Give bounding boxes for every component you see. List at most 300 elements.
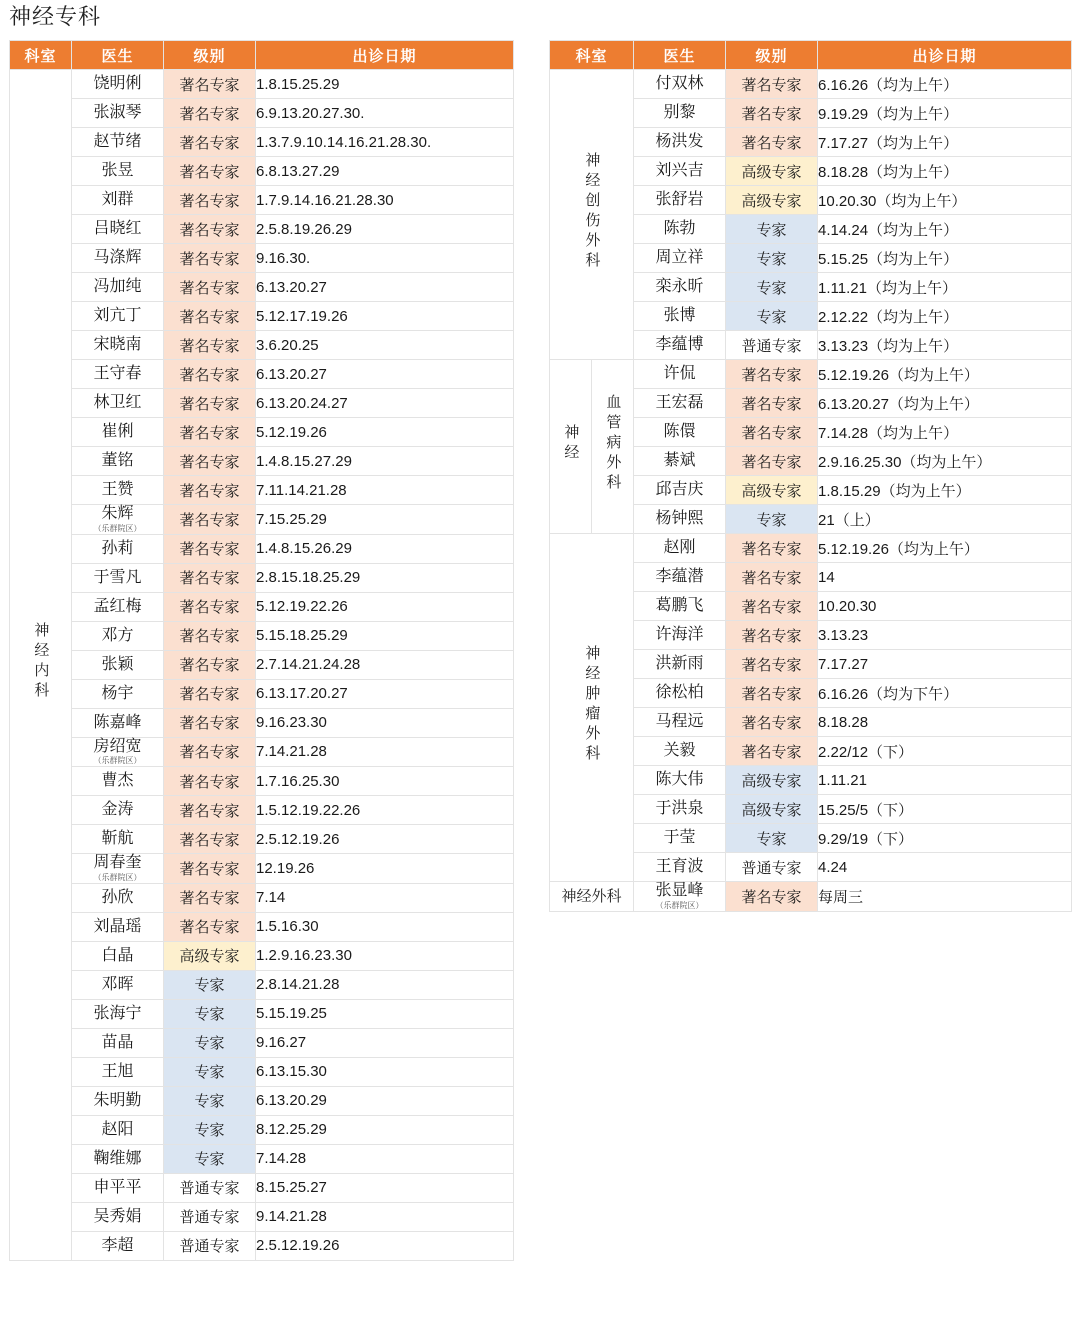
doctor-level-cell: 专家 xyxy=(164,999,256,1028)
doctor-name: 房绍宽 xyxy=(93,737,142,755)
doctor-name: 白晶 xyxy=(101,946,134,964)
doctor-level-cell: 著名专家 xyxy=(726,70,818,99)
doctor-name-cell xyxy=(72,679,164,708)
doctor-level-cell: 专家 xyxy=(726,273,818,302)
doctor-name-cell xyxy=(72,737,164,767)
doctor-name: 邓方 xyxy=(101,626,134,644)
visit-date-cell: 7.11.14.21.28 xyxy=(256,476,514,505)
doctor-level-cell: 高级专家 xyxy=(726,795,818,824)
table-row xyxy=(10,970,514,999)
doctor-level-cell: 普通专家 xyxy=(164,1202,256,1231)
visit-date-cell: 6.13.15.30 xyxy=(256,1057,514,1086)
doctor-name: 邱吉庆 xyxy=(655,481,704,499)
department-cell xyxy=(550,534,634,882)
doctor-name-cell xyxy=(72,621,164,650)
doctor-name-cell xyxy=(72,767,164,796)
visit-date-cell: 2.8.15.18.25.29 xyxy=(256,563,514,592)
doctor-name-cell xyxy=(634,157,726,186)
col-header-date: 出诊日期 xyxy=(818,41,1072,70)
doctor-level-cell: 普通专家 xyxy=(164,1173,256,1202)
doctor-name: 孙莉 xyxy=(101,539,134,557)
doctor-name: 刘晶瑶 xyxy=(93,917,142,935)
doctor-level-cell: 著名专家 xyxy=(164,534,256,563)
doctor-name-cell xyxy=(634,795,726,824)
table-row xyxy=(10,1115,514,1144)
table-row xyxy=(550,534,1072,563)
doctor-level-cell: 著名专家 xyxy=(164,273,256,302)
doctor-name: 于雪凡 xyxy=(93,568,142,586)
visit-date-cell: 3.6.20.25 xyxy=(256,331,514,360)
doctor-name: 邓晖 xyxy=(101,975,134,993)
table-row xyxy=(10,273,514,302)
table-row xyxy=(10,1028,514,1057)
doctor-name-cell xyxy=(72,505,164,535)
doctor-name-cell xyxy=(634,505,726,534)
doctor-name-cell xyxy=(72,1115,164,1144)
doctor-name-cell xyxy=(634,563,726,592)
visit-date-cell: 9.16.23.30 xyxy=(256,708,514,737)
table-header-row xyxy=(550,41,1072,70)
doctor-name-cell xyxy=(72,186,164,215)
table-row xyxy=(550,360,1072,389)
doctor-level-cell: 专家 xyxy=(164,1028,256,1057)
visit-date-cell: 1.4.8.15.26.29 xyxy=(256,534,514,563)
page-title: 神经专科 xyxy=(9,4,102,29)
table-row xyxy=(10,563,514,592)
visit-date-cell: 5.12.19.22.26 xyxy=(256,592,514,621)
doctor-branch-note: （乐群院区） xyxy=(655,900,704,910)
doctor-level-cell: 著名专家 xyxy=(164,679,256,708)
visit-date-cell: 15.25/5（下） xyxy=(818,795,1072,824)
table-row xyxy=(10,1231,514,1260)
visit-date-cell: 5.12.19.26（均为上午） xyxy=(818,534,1072,563)
doctor-level-cell: 著名专家 xyxy=(164,244,256,273)
doctor-name-cell xyxy=(634,244,726,273)
col-header-date: 出诊日期 xyxy=(256,41,514,70)
visit-date-cell: 8.18.28（均为上午） xyxy=(818,157,1072,186)
doctor-name-cell xyxy=(634,853,726,882)
doctor-level-cell: 高级专家 xyxy=(726,157,818,186)
visit-date-cell: 1.8.15.29（均为上午） xyxy=(818,476,1072,505)
doctor-name: 刘群 xyxy=(101,191,134,209)
table-row xyxy=(10,883,514,912)
table-row xyxy=(10,796,514,825)
doctor-level-cell: 著名专家 xyxy=(164,592,256,621)
doctor-name-cell xyxy=(634,708,726,737)
col-header-level: 级别 xyxy=(726,41,818,70)
table-row xyxy=(10,70,514,99)
table-row xyxy=(550,70,1072,99)
doctor-name-cell xyxy=(72,244,164,273)
doctor-name: 王宏磊 xyxy=(655,394,704,412)
doctor-name: 别黎 xyxy=(663,104,696,122)
doctor-name: 吴秀娟 xyxy=(93,1207,142,1225)
doctor-level-cell: 专家 xyxy=(726,244,818,273)
doctor-name-cell xyxy=(72,912,164,941)
visit-date-cell: 7.14.21.28 xyxy=(256,737,514,767)
doctor-name: 葛鹏飞 xyxy=(655,597,704,615)
doctor-level-cell: 著名专家 xyxy=(164,302,256,331)
visit-date-cell: 7.14.28（均为上午） xyxy=(818,418,1072,447)
visit-date-cell: 2.9.16.25.30（均为上午） xyxy=(818,447,1072,476)
doctor-name: 朱辉 xyxy=(101,505,134,522)
doctor-name-cell xyxy=(72,273,164,302)
doctor-level-cell: 著名专家 xyxy=(726,621,818,650)
doctor-name-cell xyxy=(72,99,164,128)
doctor-name-cell xyxy=(72,941,164,970)
doctor-name: 付双林 xyxy=(655,75,704,93)
table-row xyxy=(10,679,514,708)
table-row xyxy=(10,360,514,389)
doctor-level-cell: 著名专家 xyxy=(164,912,256,941)
visit-date-cell: 7.14 xyxy=(256,883,514,912)
table-row xyxy=(10,331,514,360)
doctor-name: 金涛 xyxy=(101,801,134,819)
doctor-level-cell: 著名专家 xyxy=(164,70,256,99)
doctor-level-cell: 著名专家 xyxy=(726,737,818,766)
doctor-name: 李蕴博 xyxy=(655,336,704,354)
visit-date-cell: 6.13.20.27 xyxy=(256,360,514,389)
table-row xyxy=(10,621,514,650)
doctor-name-cell xyxy=(72,418,164,447)
doctor-name: 孙欣 xyxy=(101,888,134,906)
visit-date-cell: 7.14.28 xyxy=(256,1144,514,1173)
doctor-name-cell xyxy=(72,708,164,737)
visit-date-cell: 9.14.21.28 xyxy=(256,1202,514,1231)
doctor-level-cell: 著名专家 xyxy=(164,825,256,854)
table-row xyxy=(10,244,514,273)
doctor-level-cell: 著名专家 xyxy=(164,360,256,389)
doctor-name: 赵刚 xyxy=(663,539,696,557)
doctor-level-cell: 著名专家 xyxy=(726,679,818,708)
table-row xyxy=(10,737,514,767)
doctor-level-cell: 著名专家 xyxy=(164,389,256,418)
doctor-name: 崔俐 xyxy=(101,423,134,441)
doctor-name: 王育波 xyxy=(655,858,704,876)
doctor-level-cell: 著名专家 xyxy=(164,854,256,884)
doctor-name-cell xyxy=(634,273,726,302)
doctor-name: 徐松柏 xyxy=(655,684,704,702)
table-row xyxy=(10,186,514,215)
visit-date-cell: 5.12.19.26 xyxy=(256,418,514,447)
doctor-name: 马程远 xyxy=(655,713,704,731)
doctor-name-cell xyxy=(634,621,726,650)
doctor-name-cell xyxy=(634,679,726,708)
doctor-level-cell: 著名专家 xyxy=(164,128,256,157)
doctor-name-cell xyxy=(72,1231,164,1260)
department-label-part1: 神经 xyxy=(562,423,580,464)
doctor-level-cell: 普通专家 xyxy=(164,1231,256,1260)
doctor-level-cell: 著名专家 xyxy=(726,418,818,447)
doctor-name-cell xyxy=(72,1028,164,1057)
doctor-name-cell xyxy=(72,215,164,244)
doctor-name: 马涤辉 xyxy=(93,249,142,267)
doctor-name-cell xyxy=(634,128,726,157)
doctor-level-cell: 专家 xyxy=(726,215,818,244)
visit-date-cell: 6.9.13.20.27.30. xyxy=(256,99,514,128)
table-row xyxy=(10,912,514,941)
visit-date-cell: 5.15.18.25.29 xyxy=(256,621,514,650)
doctor-name: 张博 xyxy=(663,307,696,325)
table-row xyxy=(10,650,514,679)
doctor-name-cell xyxy=(634,882,726,912)
visit-date-cell: 1.5.12.19.22.26 xyxy=(256,796,514,825)
doctor-name: 李蕴潜 xyxy=(655,568,704,586)
table-row xyxy=(10,157,514,186)
doctor-level-cell: 著名专家 xyxy=(726,99,818,128)
doctor-name: 张舒岩 xyxy=(655,191,704,209)
visit-date-cell: 21（上） xyxy=(818,505,1072,534)
visit-date-cell: 1.3.7.9.10.14.16.21.28.30. xyxy=(256,128,514,157)
doctor-name-cell xyxy=(634,476,726,505)
doctor-level-cell: 著名专家 xyxy=(164,621,256,650)
doctor-level-cell: 著名专家 xyxy=(164,215,256,244)
doctor-name: 申平平 xyxy=(93,1178,142,1196)
department-cell-part1 xyxy=(550,360,592,534)
doctor-level-cell: 高级专家 xyxy=(726,766,818,795)
visit-date-cell: 10.20.30（均为上午） xyxy=(818,186,1072,215)
neurology-internal-schedule-table xyxy=(9,40,514,1261)
doctor-name: 王旭 xyxy=(101,1062,134,1080)
visit-date-cell: 2.12.22（均为上午） xyxy=(818,302,1072,331)
doctor-name: 张昱 xyxy=(101,162,134,180)
table-row xyxy=(10,999,514,1028)
visit-date-cell: 1.8.15.25.29 xyxy=(256,70,514,99)
visit-date-cell: 1.2.9.16.23.30 xyxy=(256,941,514,970)
doctor-name: 林卫红 xyxy=(93,394,142,412)
col-header-doctor: 医生 xyxy=(72,41,164,70)
doctor-level-cell: 高级专家 xyxy=(726,186,818,215)
doctor-name-cell xyxy=(634,418,726,447)
col-header-dept: 科室 xyxy=(550,41,634,70)
doctor-level-cell: 著名专家 xyxy=(726,389,818,418)
doctor-name: 董铭 xyxy=(101,452,134,470)
doctor-name-cell xyxy=(72,1144,164,1173)
visit-date-cell: 8.12.25.29 xyxy=(256,1115,514,1144)
doctor-level-cell: 著名专家 xyxy=(726,650,818,679)
doctor-name-cell xyxy=(634,99,726,128)
visit-date-cell: 4.24 xyxy=(818,853,1072,882)
doctor-name: 鞠维娜 xyxy=(93,1149,142,1167)
table-row xyxy=(10,1057,514,1086)
doctor-name-cell xyxy=(72,650,164,679)
visit-date-cell: 2.5.12.19.26 xyxy=(256,1231,514,1260)
doctor-name: 刘兴吉 xyxy=(655,162,704,180)
doctor-name-cell xyxy=(72,1173,164,1202)
doctor-name-cell xyxy=(72,1086,164,1115)
doctor-name-cell xyxy=(634,447,726,476)
table-row xyxy=(10,302,514,331)
table-row xyxy=(10,447,514,476)
doctor-level-cell: 著名专家 xyxy=(164,737,256,767)
doctor-name: 刘亢丁 xyxy=(93,307,142,325)
department-cell xyxy=(10,70,72,1261)
visit-date-cell: 2.5.12.19.26 xyxy=(256,825,514,854)
doctor-name-cell xyxy=(634,215,726,244)
doctor-name: 周春奎 xyxy=(93,854,142,872)
doctor-name-cell xyxy=(634,70,726,99)
doctor-name: 于莹 xyxy=(663,829,696,847)
visit-date-cell: 7.17.27（均为上午） xyxy=(818,128,1072,157)
doctor-name-cell xyxy=(634,824,726,853)
department-cell-part2 xyxy=(592,360,634,534)
visit-date-cell: 6.8.13.27.29 xyxy=(256,157,514,186)
table-row xyxy=(10,534,514,563)
visit-date-cell: 3.13.23 xyxy=(818,621,1072,650)
doctor-name: 赵节绪 xyxy=(93,133,142,151)
doctor-name-cell xyxy=(72,534,164,563)
col-header-doctor: 医生 xyxy=(634,41,726,70)
doctor-level-cell: 专家 xyxy=(726,824,818,853)
doctor-level-cell: 普通专家 xyxy=(726,853,818,882)
doctor-name: 王赞 xyxy=(101,481,134,499)
doctor-level-cell: 著名专家 xyxy=(164,796,256,825)
doctor-name-cell xyxy=(72,970,164,999)
visit-date-cell: 4.14.24（均为上午） xyxy=(818,215,1072,244)
table-row xyxy=(10,1086,514,1115)
doctor-name: 陈大伟 xyxy=(655,771,704,789)
doctor-name: 李超 xyxy=(101,1236,134,1254)
doctor-name-cell xyxy=(72,302,164,331)
doctor-level-cell: 著名专家 xyxy=(164,418,256,447)
visit-date-cell: 6.13.20.29 xyxy=(256,1086,514,1115)
doctor-name: 王守春 xyxy=(93,365,142,383)
visit-date-cell: 5.15.19.25 xyxy=(256,999,514,1028)
table-row xyxy=(10,825,514,854)
table-row xyxy=(550,882,1072,912)
visit-date-cell: 每周三 xyxy=(818,882,1072,912)
doctor-level-cell: 著名专家 xyxy=(164,505,256,535)
doctor-level-cell: 著名专家 xyxy=(164,563,256,592)
col-header-level: 级别 xyxy=(164,41,256,70)
doctor-name-cell xyxy=(72,825,164,854)
doctor-name-cell xyxy=(72,476,164,505)
doctor-level-cell: 专家 xyxy=(164,970,256,999)
department-label-part2: 血管病外科 xyxy=(604,393,622,494)
doctor-name: 杨宇 xyxy=(101,684,134,702)
table-row xyxy=(10,592,514,621)
doctor-name-cell xyxy=(634,534,726,563)
doctor-name: 饶明俐 xyxy=(93,75,142,93)
doctor-level-cell: 专家 xyxy=(726,505,818,534)
doctor-name: 张淑琴 xyxy=(93,104,142,122)
doctor-name-cell xyxy=(72,389,164,418)
doctor-name: 苗晶 xyxy=(101,1033,134,1051)
doctor-level-cell: 专家 xyxy=(164,1086,256,1115)
doctor-name: 赵阳 xyxy=(101,1120,134,1138)
table-row xyxy=(10,1202,514,1231)
visit-date-cell: 14 xyxy=(818,563,1072,592)
doctor-name: 綦斌 xyxy=(663,452,696,470)
doctor-level-cell: 专家 xyxy=(164,1115,256,1144)
department-label: 神经创伤外科 xyxy=(583,151,601,272)
doctor-name-cell xyxy=(72,563,164,592)
doctor-name: 杨钟熙 xyxy=(655,510,704,528)
table-row xyxy=(10,1144,514,1173)
doctor-level-cell: 高级专家 xyxy=(726,476,818,505)
doctor-level-cell: 著名专家 xyxy=(164,708,256,737)
visit-date-cell: 1.7.16.25.30 xyxy=(256,767,514,796)
table-row xyxy=(10,505,514,535)
table-row xyxy=(10,215,514,244)
table-row xyxy=(10,128,514,157)
left-table-body xyxy=(10,70,514,1261)
doctor-name-cell xyxy=(72,360,164,389)
doctor-name: 许海洋 xyxy=(655,626,704,644)
doctor-name-cell xyxy=(72,70,164,99)
table-row xyxy=(10,941,514,970)
neurosurgery-schedule-table xyxy=(549,40,1072,912)
department-cell xyxy=(550,70,634,360)
table-row xyxy=(10,1173,514,1202)
doctor-name: 朱明勤 xyxy=(93,1091,142,1109)
doctor-level-cell: 专家 xyxy=(164,1144,256,1173)
doctor-name-cell xyxy=(634,650,726,679)
doctor-name: 洪新雨 xyxy=(655,655,704,673)
visit-date-cell: 6.13.20.27 xyxy=(256,273,514,302)
doctor-name-cell xyxy=(72,157,164,186)
doctor-level-cell: 著名专家 xyxy=(164,650,256,679)
doctor-name: 靳航 xyxy=(101,830,134,848)
visit-date-cell: 7.15.25.29 xyxy=(256,505,514,535)
visit-date-cell: 2.8.14.21.28 xyxy=(256,970,514,999)
doctor-name-cell xyxy=(634,389,726,418)
visit-date-cell: 9.16.27 xyxy=(256,1028,514,1057)
visit-date-cell: 12.19.26 xyxy=(256,854,514,884)
doctor-name-cell xyxy=(72,331,164,360)
doctor-name-cell xyxy=(634,592,726,621)
visit-date-cell: 6.16.26（均为下午） xyxy=(818,679,1072,708)
doctor-level-cell: 著名专家 xyxy=(726,360,818,389)
doctor-level-cell: 著名专家 xyxy=(164,447,256,476)
doctor-level-cell: 著名专家 xyxy=(726,534,818,563)
doctor-branch-note: （乐群院区） xyxy=(93,523,142,533)
doctor-level-cell: 著名专家 xyxy=(164,883,256,912)
department-label: 神经内科 xyxy=(32,621,50,702)
doctor-name: 杨洪发 xyxy=(655,133,704,151)
doctor-name-cell xyxy=(72,592,164,621)
doctor-name: 宋晓南 xyxy=(93,336,142,354)
doctor-name: 曹杰 xyxy=(101,772,134,790)
visit-date-cell: 7.17.27 xyxy=(818,650,1072,679)
visit-date-cell: 1.11.21（均为上午） xyxy=(818,273,1072,302)
visit-date-cell: 9.19.29（均为上午） xyxy=(818,99,1072,128)
doctor-name: 吕晓红 xyxy=(93,220,142,238)
table-row xyxy=(10,854,514,884)
doctor-name: 陈勃 xyxy=(663,220,696,238)
doctor-name-cell xyxy=(634,360,726,389)
doctor-branch-note: （乐群院区） xyxy=(93,872,142,882)
table-row xyxy=(10,767,514,796)
doctor-name-cell xyxy=(72,128,164,157)
visit-date-cell: 2.5.8.19.26.29 xyxy=(256,215,514,244)
visit-date-cell: 1.4.8.15.27.29 xyxy=(256,447,514,476)
visit-date-cell: 2.22/12（下） xyxy=(818,737,1072,766)
doctor-name: 栾永昕 xyxy=(655,278,704,296)
col-header-dept: 科室 xyxy=(10,41,72,70)
visit-date-cell: 9.16.30. xyxy=(256,244,514,273)
doctor-name-cell xyxy=(634,766,726,795)
table-row xyxy=(10,476,514,505)
doctor-level-cell: 著名专家 xyxy=(164,767,256,796)
visit-date-cell: 1.5.16.30 xyxy=(256,912,514,941)
visit-date-cell: 5.12.19.26（均为上午） xyxy=(818,360,1072,389)
doctor-name: 张颖 xyxy=(101,655,134,673)
doctor-name-cell xyxy=(634,737,726,766)
department-label: 神经肿瘤外科 xyxy=(583,644,601,765)
department-label: 神经外科 xyxy=(561,887,622,905)
doctor-level-cell: 专家 xyxy=(164,1057,256,1086)
